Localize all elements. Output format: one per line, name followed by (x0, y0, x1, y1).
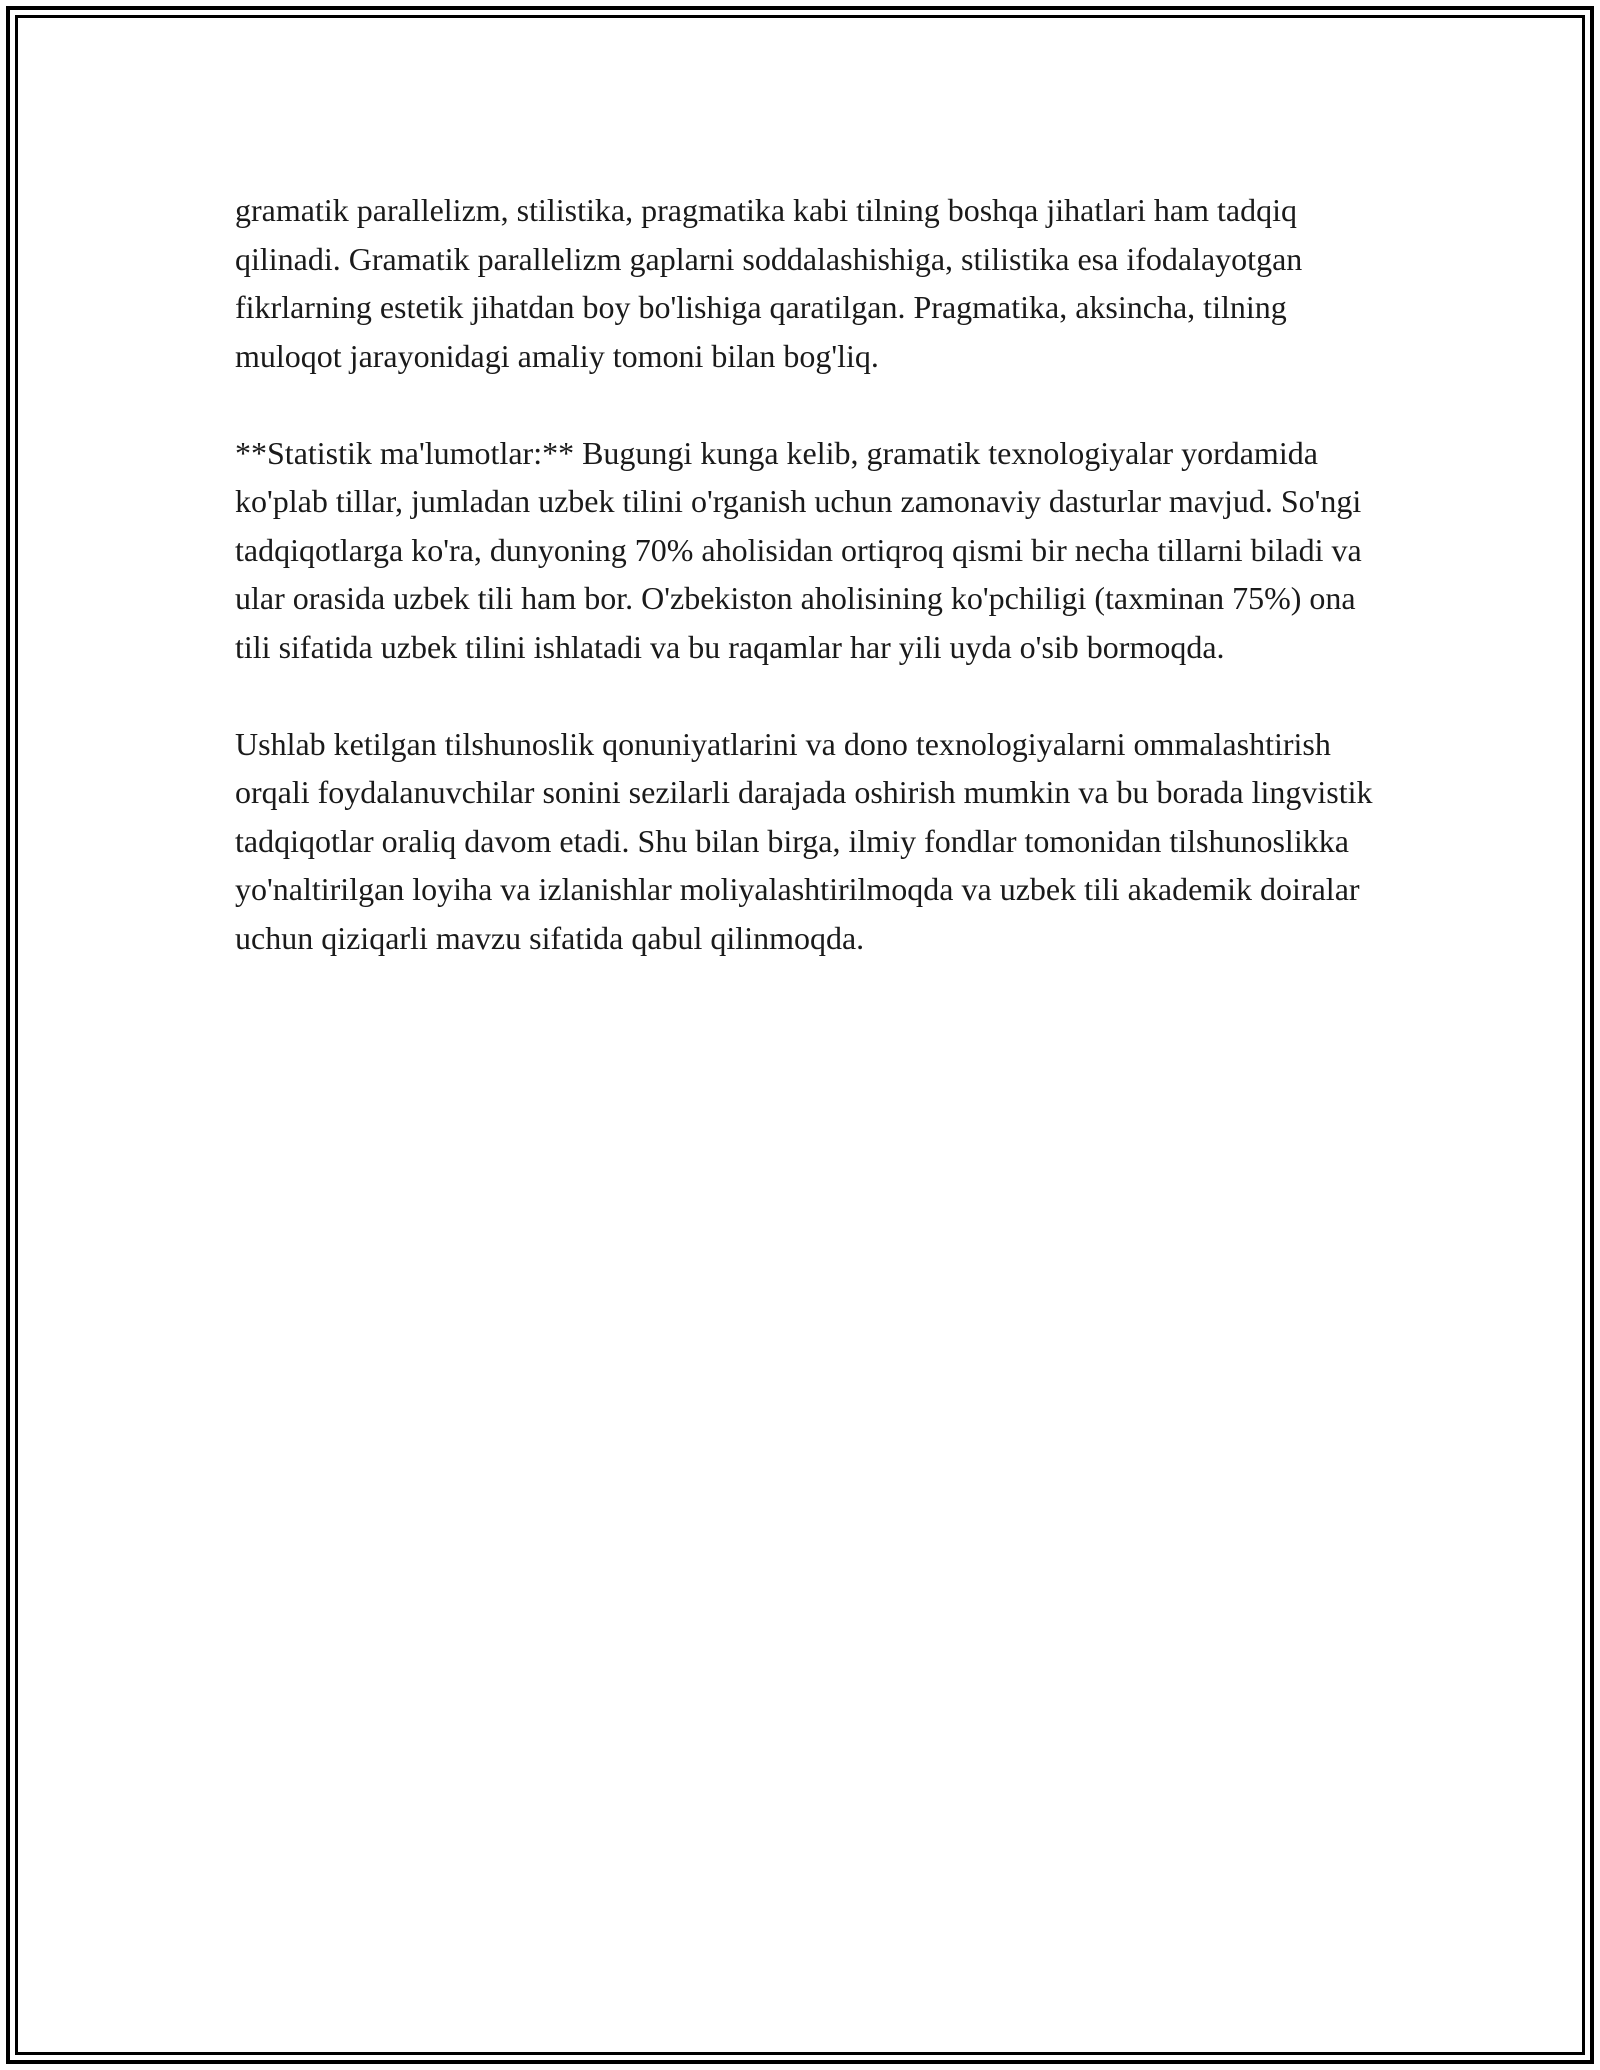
document-body (235, 186, 1375, 1011)
paragraph-grammar-aspects: gramatik parallelizm, stilistika, pragmatika kabi tilning boshqa jihatlari ham tadqiq qilinadi. Gramatik parallelizm gaplarni soddalashishiga, stilistika esa ifodalayotgan fikrlarning estetik jihatdan boy bo'lishiga qaratilgan. Pragmatika, aksincha, tilning muloqot jarayonidagi amaliy tomoni bilan bog'liq. (235, 192, 1303, 374)
paragraph-conclusion: Ushlab ketilgan tilshunoslik qonuniyatlarini va dono texnologiyalarni ommalashtirish orqali foydalanuvchilar sonini sezilarli darajada oshirish mumkin va bu borada lingvistik tadqiqotlar oraliq davom etadi. Shu bilan birga, ilmiy fondlar tomonidan tilshunoslikka yo'naltirilgan loyiha va izlanishlar moliyalashtirilmoqda va uzbek tili akademik doiralar uchun qiziqarli mavzu sifatida qabul qilinmoqda. (235, 725, 1373, 956)
paragraph-statistics: **Statistik ma'lumotlar:** Bugungi kunga kelib, gramatik texnologiyalar yordamida ko'plab tillar, jumladan uzbek tilini o'rganish uchun zamonaviy dasturlar mavjud. So'ngi tadqiqotlarga ko'ra, dunyoning 70% aholisidan ortiqroq qismi bir necha tillarni biladi va ular orasida uzbek tili ham bor. O'zbekiston aholisining ko'pchiligi (taxminan 75%) ona tili sifatida uzbek tilini ishlatadi va bu raqamlar har yili uyda o'sib bormoqda. (235, 434, 1362, 665)
